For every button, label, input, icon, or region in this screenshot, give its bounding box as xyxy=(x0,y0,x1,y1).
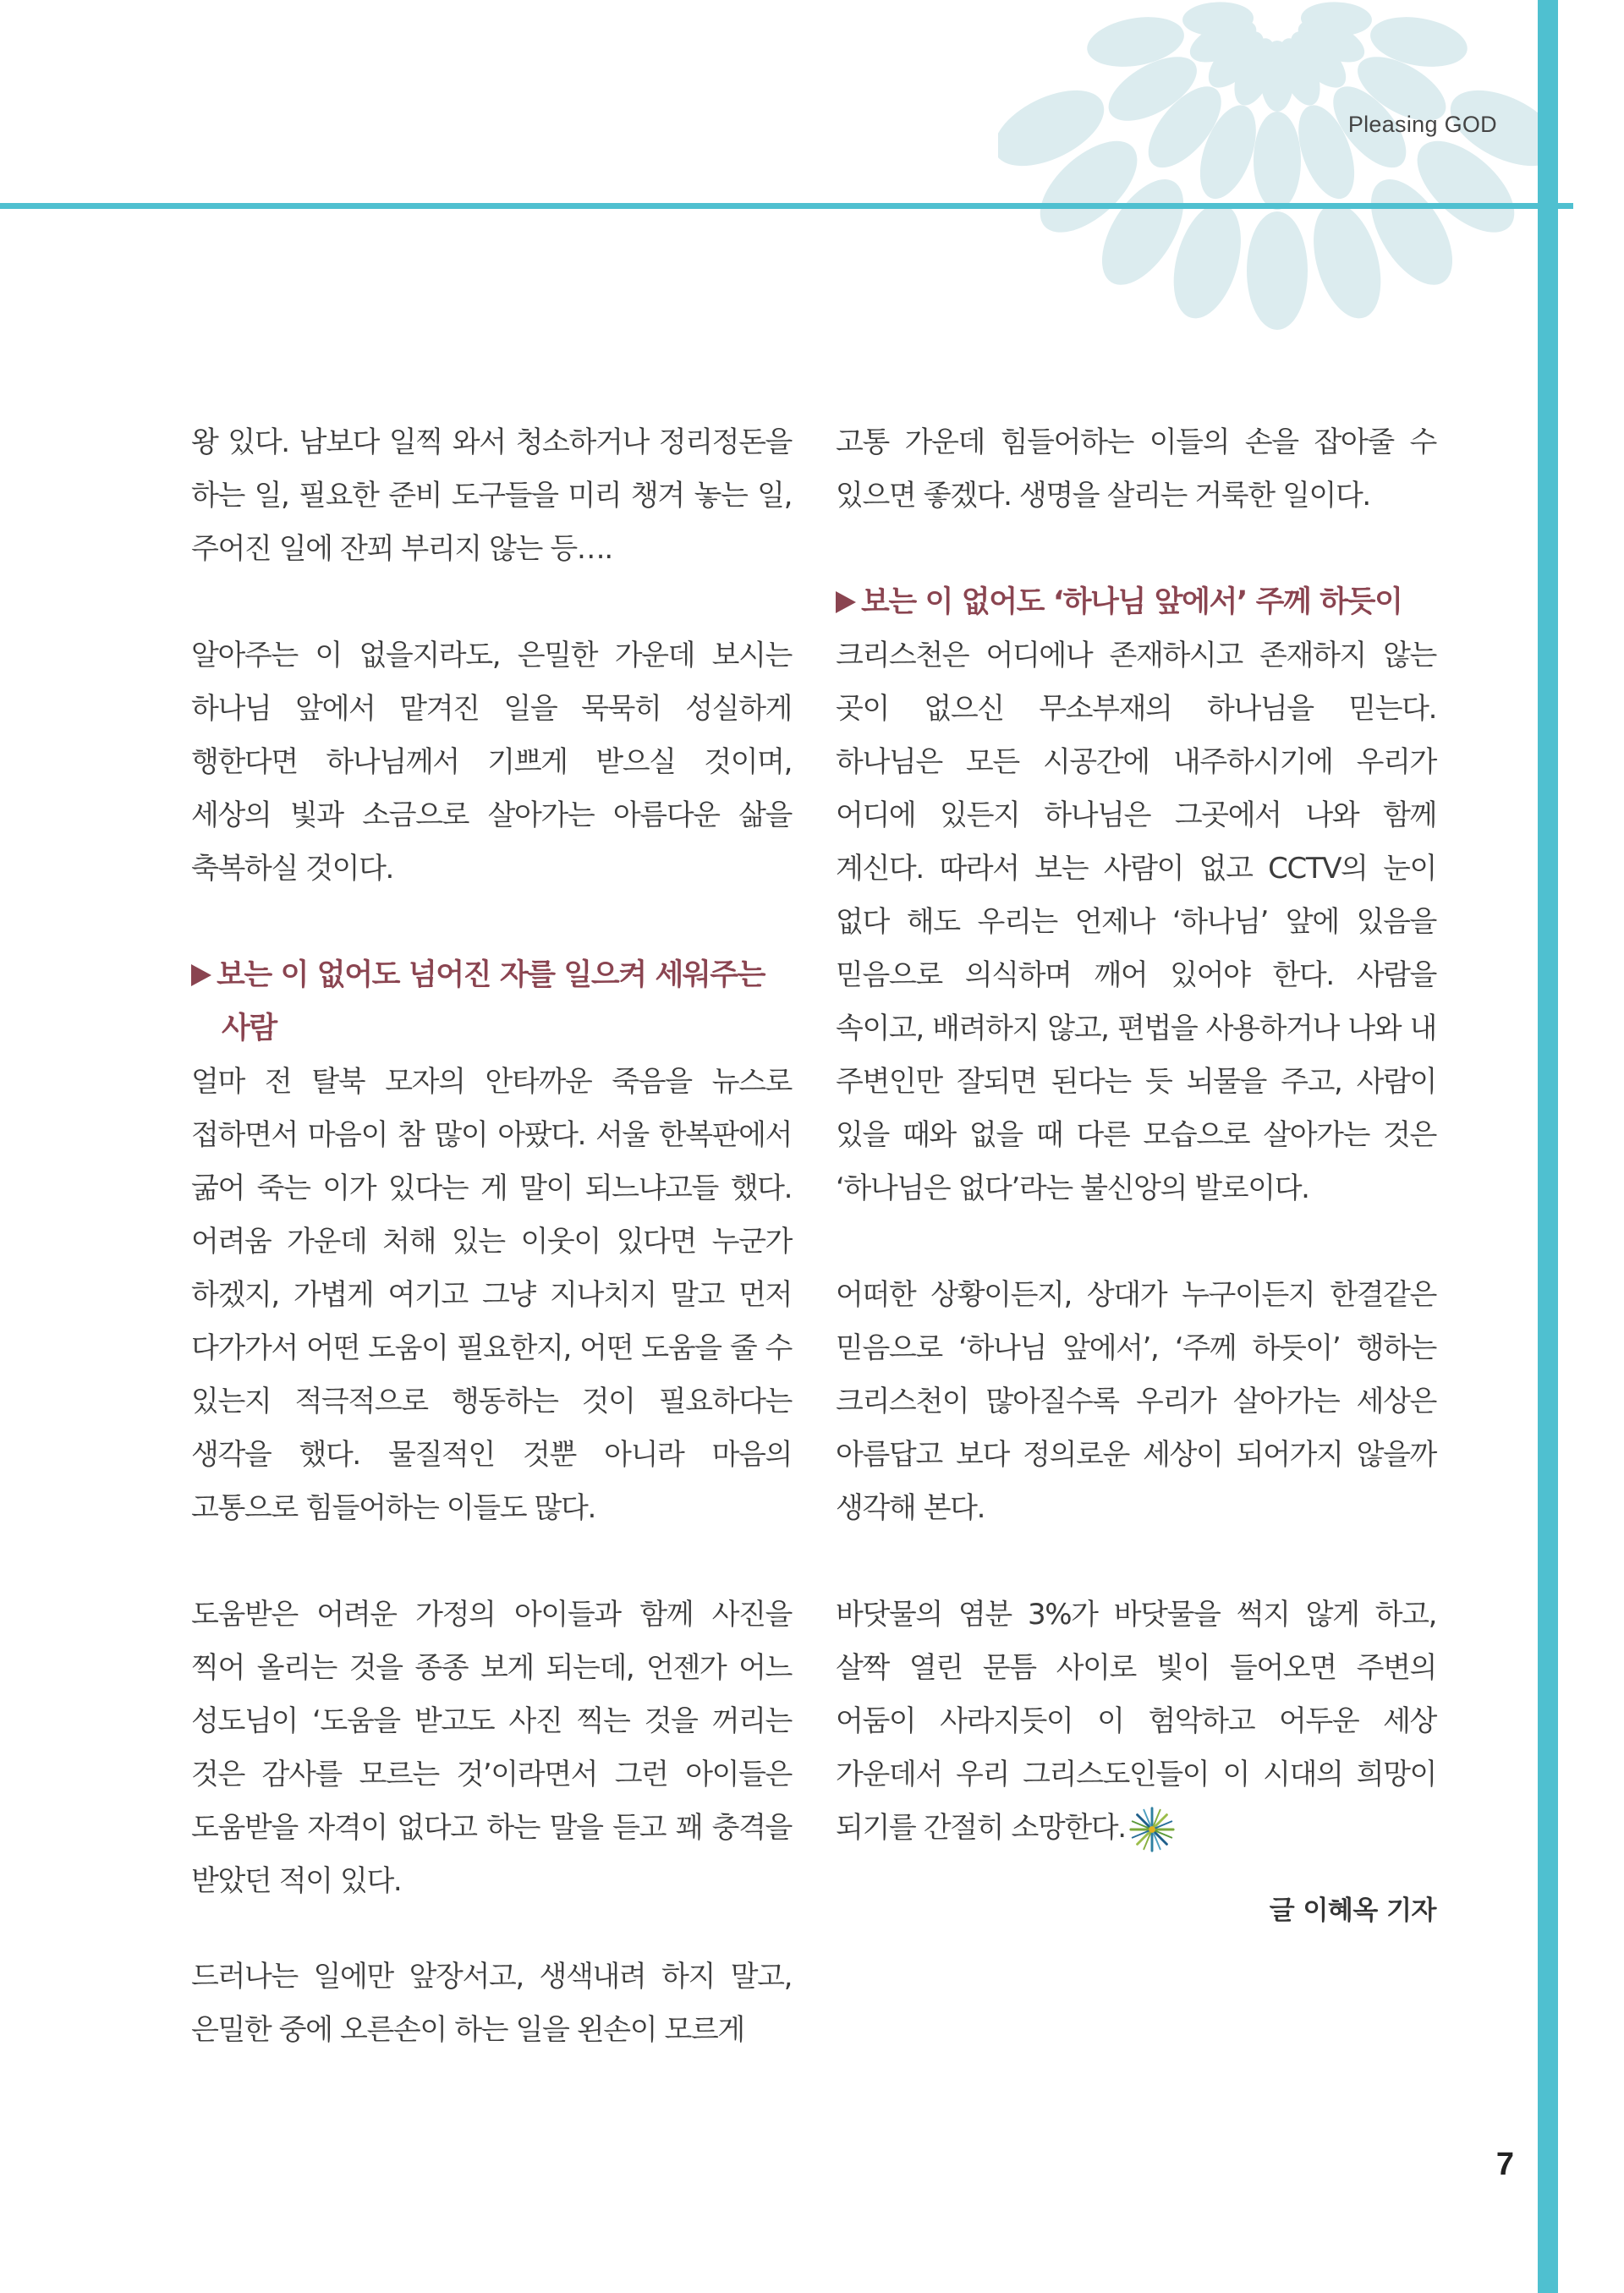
heading-text-cont: 사람 xyxy=(222,1012,277,1045)
paragraph: 얼마 전 탈북 모자의 안타까운 죽음을 뉴스로 접하면서 마음이 참 많이 아팠다. 서울 한복판에서 굶어 죽는 이가 있다는 게 말이 되느냐고들 했다. 어려움 가운데 처해 있는 이웃이 있다면 누군가 하겠지, 가볍게 여기고 그냥 지나치지 말고 먼저 다가가서 어떤 도움이 필요한지, 어떤 도움을 줄 수 있는지 적극적으로 행동하는 것이 필요하다는 생각을 했다. 물질적인 것뿐 아니라 마음의 고통으로 힘들어하는 이들도 많다. xyxy=(191,1065,792,1525)
paragraph: 도움받은 어려운 가정의 아이들과 함께 사진을 찍어 올리는 것을 종종 보게 되는데, 언젠가 어느 성도님이 ‘도움을 받고도 사진 찍는 것을 꺼리는 것은 감사를 모르는 것’이라면서 그런 아이들은 도움받을 자격이 없다고 하는 말을 듣고 꽤 충격을 받았던 적이 있다. xyxy=(191,1598,792,1898)
right-column xyxy=(836,416,1436,1927)
paragraph: 크리스천은 어디에나 존재하시고 존재하지 않는 곳이 없으신 무소부재의 하나님을 믿는다. 하나님은 모든 시공간에 내주하시기에 우리가 어디에 있든지 하나님은 그곳에서 나와 함께 계신다. 따라서 보는 사람이 없고 CCTV의 눈이 없다 해도 우리는 언제나 ‘하나님’ 앞에 있음을 믿음으로 의식하며 깨어 있어야 한다. 사람을 속이고, 배려하지 않고, 편법을 사용하거나 나와 내 주변인만 잘되면 된다는 듯 뇌물을 주고, 사람이 있을 때와 없을 때 다른 모습으로 살아가는 것은 ‘하나님은 없다’라는 불신앙의 발로이다. xyxy=(836,639,1436,1205)
closing-text: 바닷물의 염분 3%가 바닷물을 썩지 않게 하고, 살짝 열린 문틈 사이로 빛이 들어오면 주변의 어둠이 사라지듯이 이 험악하고 어두운 세상 가운데서 우리 그리스도인들이 이 시대의 희망이 되기를 간절히 소망한다. xyxy=(836,1598,1436,1845)
paragraph: 어떠한 상황이든지, 상대가 누구이든지 한결같은 믿음으로 ‘하나님 앞에서’, ‘주께 하듯이’ 행하는 크리스천이 많아질수록 우리가 살아가는 세상은 아름답고 보다 정의로운 세상이 되어가지 않을까 생각해 본다. xyxy=(836,1278,1436,1525)
heading-text: 보는 이 없어도 ‘하나님 앞에서’ 주께 하듯이 xyxy=(861,585,1402,619)
paragraph xyxy=(836,1588,1436,1855)
paragraph: 왕 있다. 남보다 일찍 와서 청소하거나 정리정돈을 하는 일, 필요한 준비 도구들을 미리 챙겨 놓는 일, 주어진 일에 잔꾀 부리지 않는 등…. xyxy=(191,425,792,566)
triangle-bullet-icon xyxy=(191,964,211,986)
left-column xyxy=(191,416,792,2057)
section-title: Pleasing GOD xyxy=(1347,112,1497,137)
flower-burst-decoration xyxy=(998,0,1556,398)
starburst-end-mark-icon xyxy=(1127,1805,1177,1854)
header-rule xyxy=(0,203,1573,209)
paragraph: 고통 가운데 힘들어하는 이들의 손을 잡아줄 수 있으면 좋겠다. 생명을 살리는 거룩한 일이다. xyxy=(836,425,1436,513)
triangle-bullet-icon xyxy=(836,591,856,613)
paragraph: 드러나는 일에만 앞장서고, 생색내려 하지 말고, 은밀한 중에 오른손이 하는 일을 왼손이 모르게 xyxy=(191,1960,792,2047)
section-heading xyxy=(836,576,1436,629)
side-rule xyxy=(1538,0,1558,2293)
paragraph: 알아주는 이 없을지라도, 은밀한 가운데 보시는 하나님 앞에서 맡겨진 일을 묵묵히 성실하게 행한다면 하나님께서 기쁘게 받으실 것이며, 세상의 빛과 소금으로 살아가는 아름다운 삶을 축복하실 것이다. xyxy=(191,639,792,886)
section-heading xyxy=(191,949,792,1056)
heading-text: 보는 이 없어도 넘어진 자를 일으켜 세워주는 xyxy=(217,958,765,992)
page-number: 7 xyxy=(1495,2147,1514,2182)
byline: 글 이혜옥 기자 xyxy=(1269,1895,1436,1926)
